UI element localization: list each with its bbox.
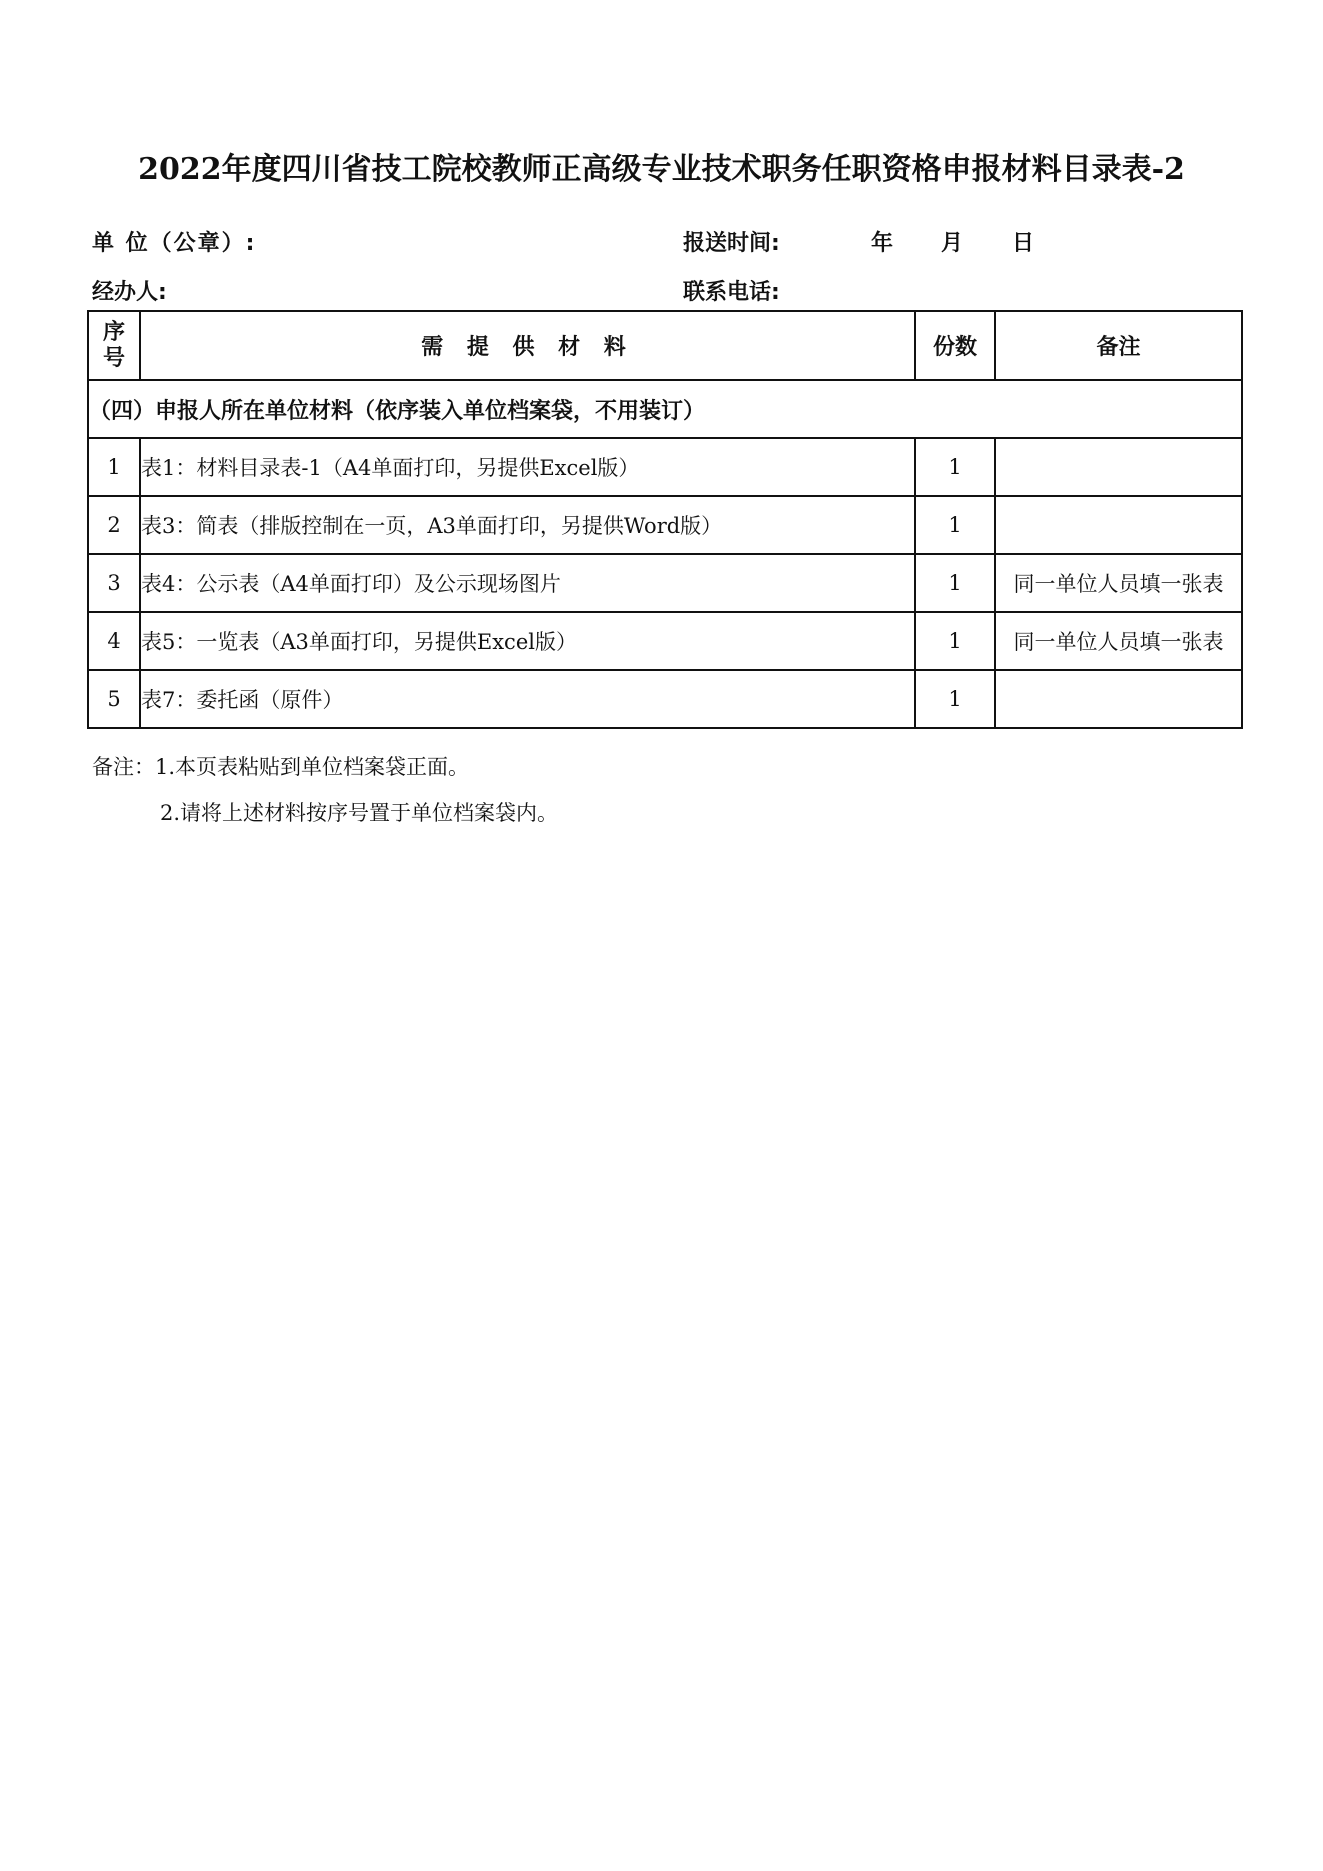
column-header-count: 份数 (915, 311, 995, 380)
row-note (995, 496, 1242, 554)
row-material: 表3：简表（排版控制在一页，A3单面打印，另提供Word版） (140, 496, 915, 554)
row-seq: 4 (88, 612, 140, 670)
footnote-2: 2.请将上述材料按序号置于单位档案袋内。 (160, 801, 559, 825)
row-count: 1 (915, 670, 995, 728)
row-count: 1 (915, 554, 995, 612)
row-count: 1 (915, 438, 995, 496)
column-header-note: 备注 (995, 311, 1242, 380)
unit-seal-label: 单 位（公章）: (92, 231, 257, 256)
row-note (995, 670, 1242, 728)
materials-table (87, 310, 1243, 729)
year-label: 年 (871, 231, 894, 256)
row-material: 表7：委托函（原件） (140, 670, 915, 728)
contact-phone-label: 联系电话: (683, 280, 780, 305)
footnote-1: 备注：1.本页表粘贴到单位档案袋正面。 (92, 755, 470, 779)
handler-label: 经办人: (92, 280, 167, 305)
row-count: 1 (915, 612, 995, 670)
column-header-material: 需 提 供 材 料 (140, 311, 915, 380)
table-row (88, 554, 1242, 612)
table-header-row (88, 311, 1242, 380)
row-seq: 2 (88, 496, 140, 554)
table-row (88, 670, 1242, 728)
row-material: 表4：公示表（A4单面打印）及公示现场图片 (140, 554, 915, 612)
row-seq: 5 (88, 670, 140, 728)
section-title: （四）申报人所在单位材料（依序装入单位档案袋，不用装订） (88, 380, 1242, 438)
row-note (995, 438, 1242, 496)
table-row (88, 496, 1242, 554)
send-time-label: 报送时间: (683, 231, 780, 256)
row-material: 表5：一览表（A3单面打印，另提供Excel版） (140, 612, 915, 670)
row-seq: 3 (88, 554, 140, 612)
page-title: 2022年度四川省技工院校教师正高级专业技术职务任职资格申报材料目录表-2 (138, 152, 1185, 187)
row-note: 同一单位人员填一张表 (995, 554, 1242, 612)
section-row (88, 380, 1242, 438)
column-header-seq-text: 序号 (102, 319, 125, 371)
row-material: 表1：材料目录表-1（A4单面打印，另提供Excel版） (140, 438, 915, 496)
table-row (88, 612, 1242, 670)
row-note: 同一单位人员填一张表 (995, 612, 1242, 670)
row-count: 1 (915, 496, 995, 554)
column-header-seq (88, 311, 140, 380)
table-row (88, 438, 1242, 496)
row-seq: 1 (88, 438, 140, 496)
month-label: 月 (941, 231, 964, 256)
day-label: 日 (1012, 231, 1035, 256)
